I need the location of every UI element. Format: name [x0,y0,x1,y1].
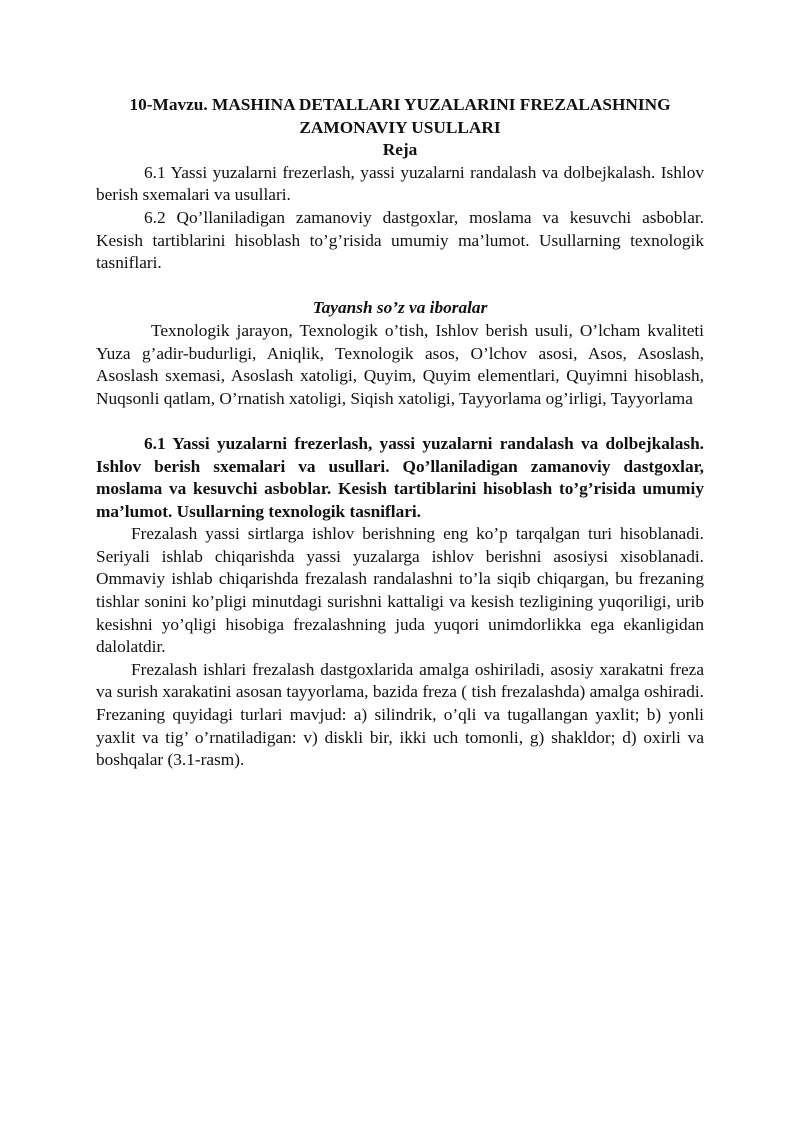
body-paragraph-2: Frezalash ishlari frezalash dastgoxlarida amalga oshiriladi, asosiy xarakatni freza va surish xarakatini asosan tayyorlama, bazida freza ( tish frezalashda) amalga oshiradi. Frezaning quyidagi turlari mavjud: a) silindrik, o’qli va tugallangan yaxlit; b) yonli yaxlit va tig’ o’rnatiladigan: v) diskli bir, ikki uch tomonli, g) shakldor; d) oxirli va boshqalar (3.1-rasm). [96,659,704,770]
section-heading: 6.1 Yassi yuzalarni frezerlash, yassi yuzalarni randalash va dolbejkalash. Ishlov berish sxemalari va usullari. Qo’llaniladigan zamanoviy dastgoxlar, moslama va kesuvchi asboblar. Kesish tartiblarini hisoblash to’g’risida umumiy ma’lumot. Usullarning texnologik tasniflari. [96,433,704,521]
body-paragraph-1: Frezalash yassi sirtlarga ishlov berishning eng ko’p tarqalgan turi hisoblanadi. Seriyali ishlab chiqarishda yassi yuzalarga ishlov berishni asosiysi xisoblanadi. Ommaviy ishlab chiqarishda frezalash randalashni to’la siqib chiqargan, bu frezaning tishlar sonini ko’pligi minutdagi surishni kattaligi va kesish tezligining yuqoriligi, urib kesishni yo’qligi hisobiga frezalashning juda yuqori unimdorlikka ega ekanligidan dalolatdir. [96,524,704,657]
plan-item-2: 6.2 Qo’llaniladigan zamanoviy dastgoxlar, moslama va kesuvchi asboblar. Kesish tartiblarini hisoblash to’g’risida umumiy ma’lumot. Usullarning texnologik tasniflari. [96,207,704,273]
keywords-heading: Tayansh so’z va iboralar [312,298,488,318]
keywords-text: Texnologik jarayon, Texnologik o’tish, Ishlov berish usuli, O’lcham kvaliteti Yuza g’adir-budurligi, Aniqlik, Texnologik asos, O’lchov asosi, Asos, Asoslash, Asoslash sxemasi, Asoslash xatoligi, Quyim, Quyim elementlari, Quyimni hisoblash, Nuqsonli qatlam, O’rnatish xatoligi, Siqish xatoligi, Tayyorlama og’irligi, Tayyorlama [96,320,704,408]
spacer [96,275,704,298]
document-title-line1: 10-Mavzu. MASHINA DETALLARI YUZALARINI FREZALASHNING [129,95,671,114]
plan-item-1: 6.1 Yassi yuzalarni frezerlash, yassi yuzalarni randalash va dolbejkalash. Ishlov berish sxemalari va usullari. [96,162,704,205]
spacer [96,410,704,433]
document-title-line2: ZAMONAVIY USULLARI [299,117,501,137]
plan-heading: Reja [382,140,418,160]
document-page [96,94,704,772]
